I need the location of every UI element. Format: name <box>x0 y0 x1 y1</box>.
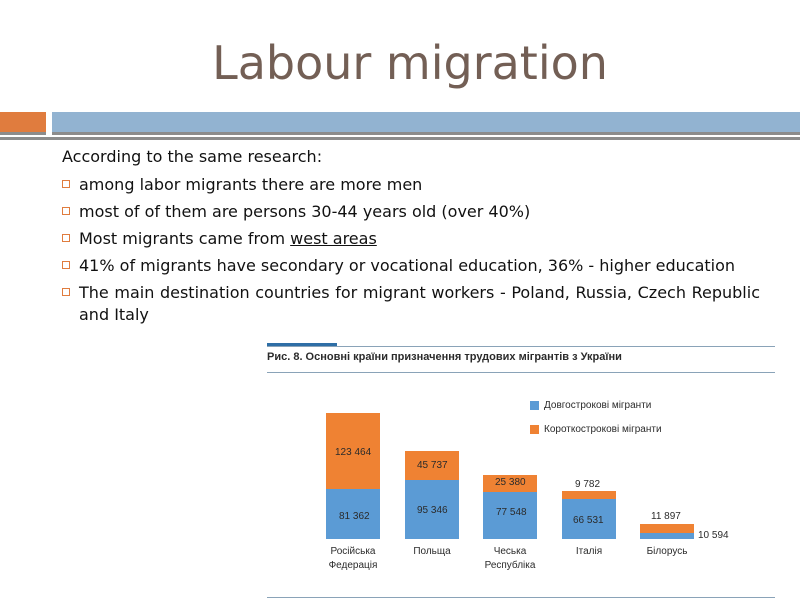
square-bullet-icon <box>62 288 70 296</box>
category-label <box>308 545 398 573</box>
square-bullet-icon <box>62 207 70 215</box>
figure-top-rule <box>267 346 775 347</box>
accent-band-blue-shadow <box>52 132 800 135</box>
category-line: Федерація <box>328 560 378 571</box>
migration-chart-figure <box>262 340 800 600</box>
category-label <box>622 545 712 559</box>
bar-segment-long-term <box>640 533 694 539</box>
category-line: Польща <box>413 546 451 557</box>
value-label: 66 531 <box>573 515 604 526</box>
bar-segment-short-term <box>640 524 694 533</box>
square-bullet-icon <box>62 180 70 188</box>
value-label: 10 594 <box>698 530 729 541</box>
legend-short-term <box>530 424 662 435</box>
figure-caption: Рис. 8. Основні країни призначення трудових мігрантів з України <box>267 351 622 363</box>
bullet-item <box>62 282 760 326</box>
accent-band-blue <box>52 112 800 132</box>
legend-long-term <box>530 400 651 411</box>
bullet-text: among labor migrants there are more men <box>79 175 423 194</box>
category-label <box>465 545 555 573</box>
legend-swatch-orange <box>530 425 539 434</box>
bar-belarus <box>640 524 694 539</box>
bar-segment-short-term <box>562 491 616 499</box>
value-label: 123 464 <box>335 447 372 458</box>
bullet-text: most of of them are persons 30-44 years old (over 40%) <box>79 202 531 221</box>
value-label: 45 737 <box>417 460 448 471</box>
bullet-item <box>62 255 760 277</box>
value-label: 95 346 <box>417 505 448 516</box>
bullet-text: The main destination countries for migrant workers - Poland, Russia, Czech Republic and Italy <box>79 283 760 324</box>
category-line: Чеська <box>493 546 527 557</box>
figure-bottom-rule <box>267 597 775 598</box>
category-line: Італія <box>575 546 603 557</box>
accent-band-orange <box>0 112 46 132</box>
slide-body <box>62 146 760 331</box>
category-line: Білорусь <box>646 546 688 557</box>
square-bullet-icon <box>62 261 70 269</box>
accent-band-orange-shadow <box>0 132 46 135</box>
bullet-text: Most migrants came from <box>79 229 291 248</box>
value-label: 81 362 <box>339 511 370 522</box>
bullet-item <box>62 228 760 250</box>
category-label <box>387 545 477 559</box>
category-line: Республіка <box>484 560 536 571</box>
divider-line <box>0 137 800 140</box>
bullet-item <box>62 201 760 223</box>
slide-title: Labour migration <box>212 36 608 90</box>
category-line: Російська <box>330 546 376 557</box>
value-label: 11 897 <box>651 511 681 522</box>
category-label <box>544 545 634 559</box>
legend-swatch-blue <box>530 401 539 410</box>
legend-label: Довгострокові мігранти <box>544 400 652 411</box>
bullet-item <box>62 174 760 196</box>
intro-text: According to the same research: <box>62 147 323 166</box>
value-label: 77 548 <box>496 507 527 518</box>
bullet-text: 41% of migrants have secondary or vocational education, 36% - higher education <box>79 256 736 275</box>
square-bullet-icon <box>62 234 70 242</box>
value-label: 9 782 <box>575 479 601 490</box>
value-label: 25 380 <box>495 477 526 488</box>
west-areas-link[interactable]: west areas <box>290 229 377 248</box>
legend-label: Короткострокові мігранти <box>544 424 662 435</box>
figure-caption-rule <box>267 372 775 373</box>
